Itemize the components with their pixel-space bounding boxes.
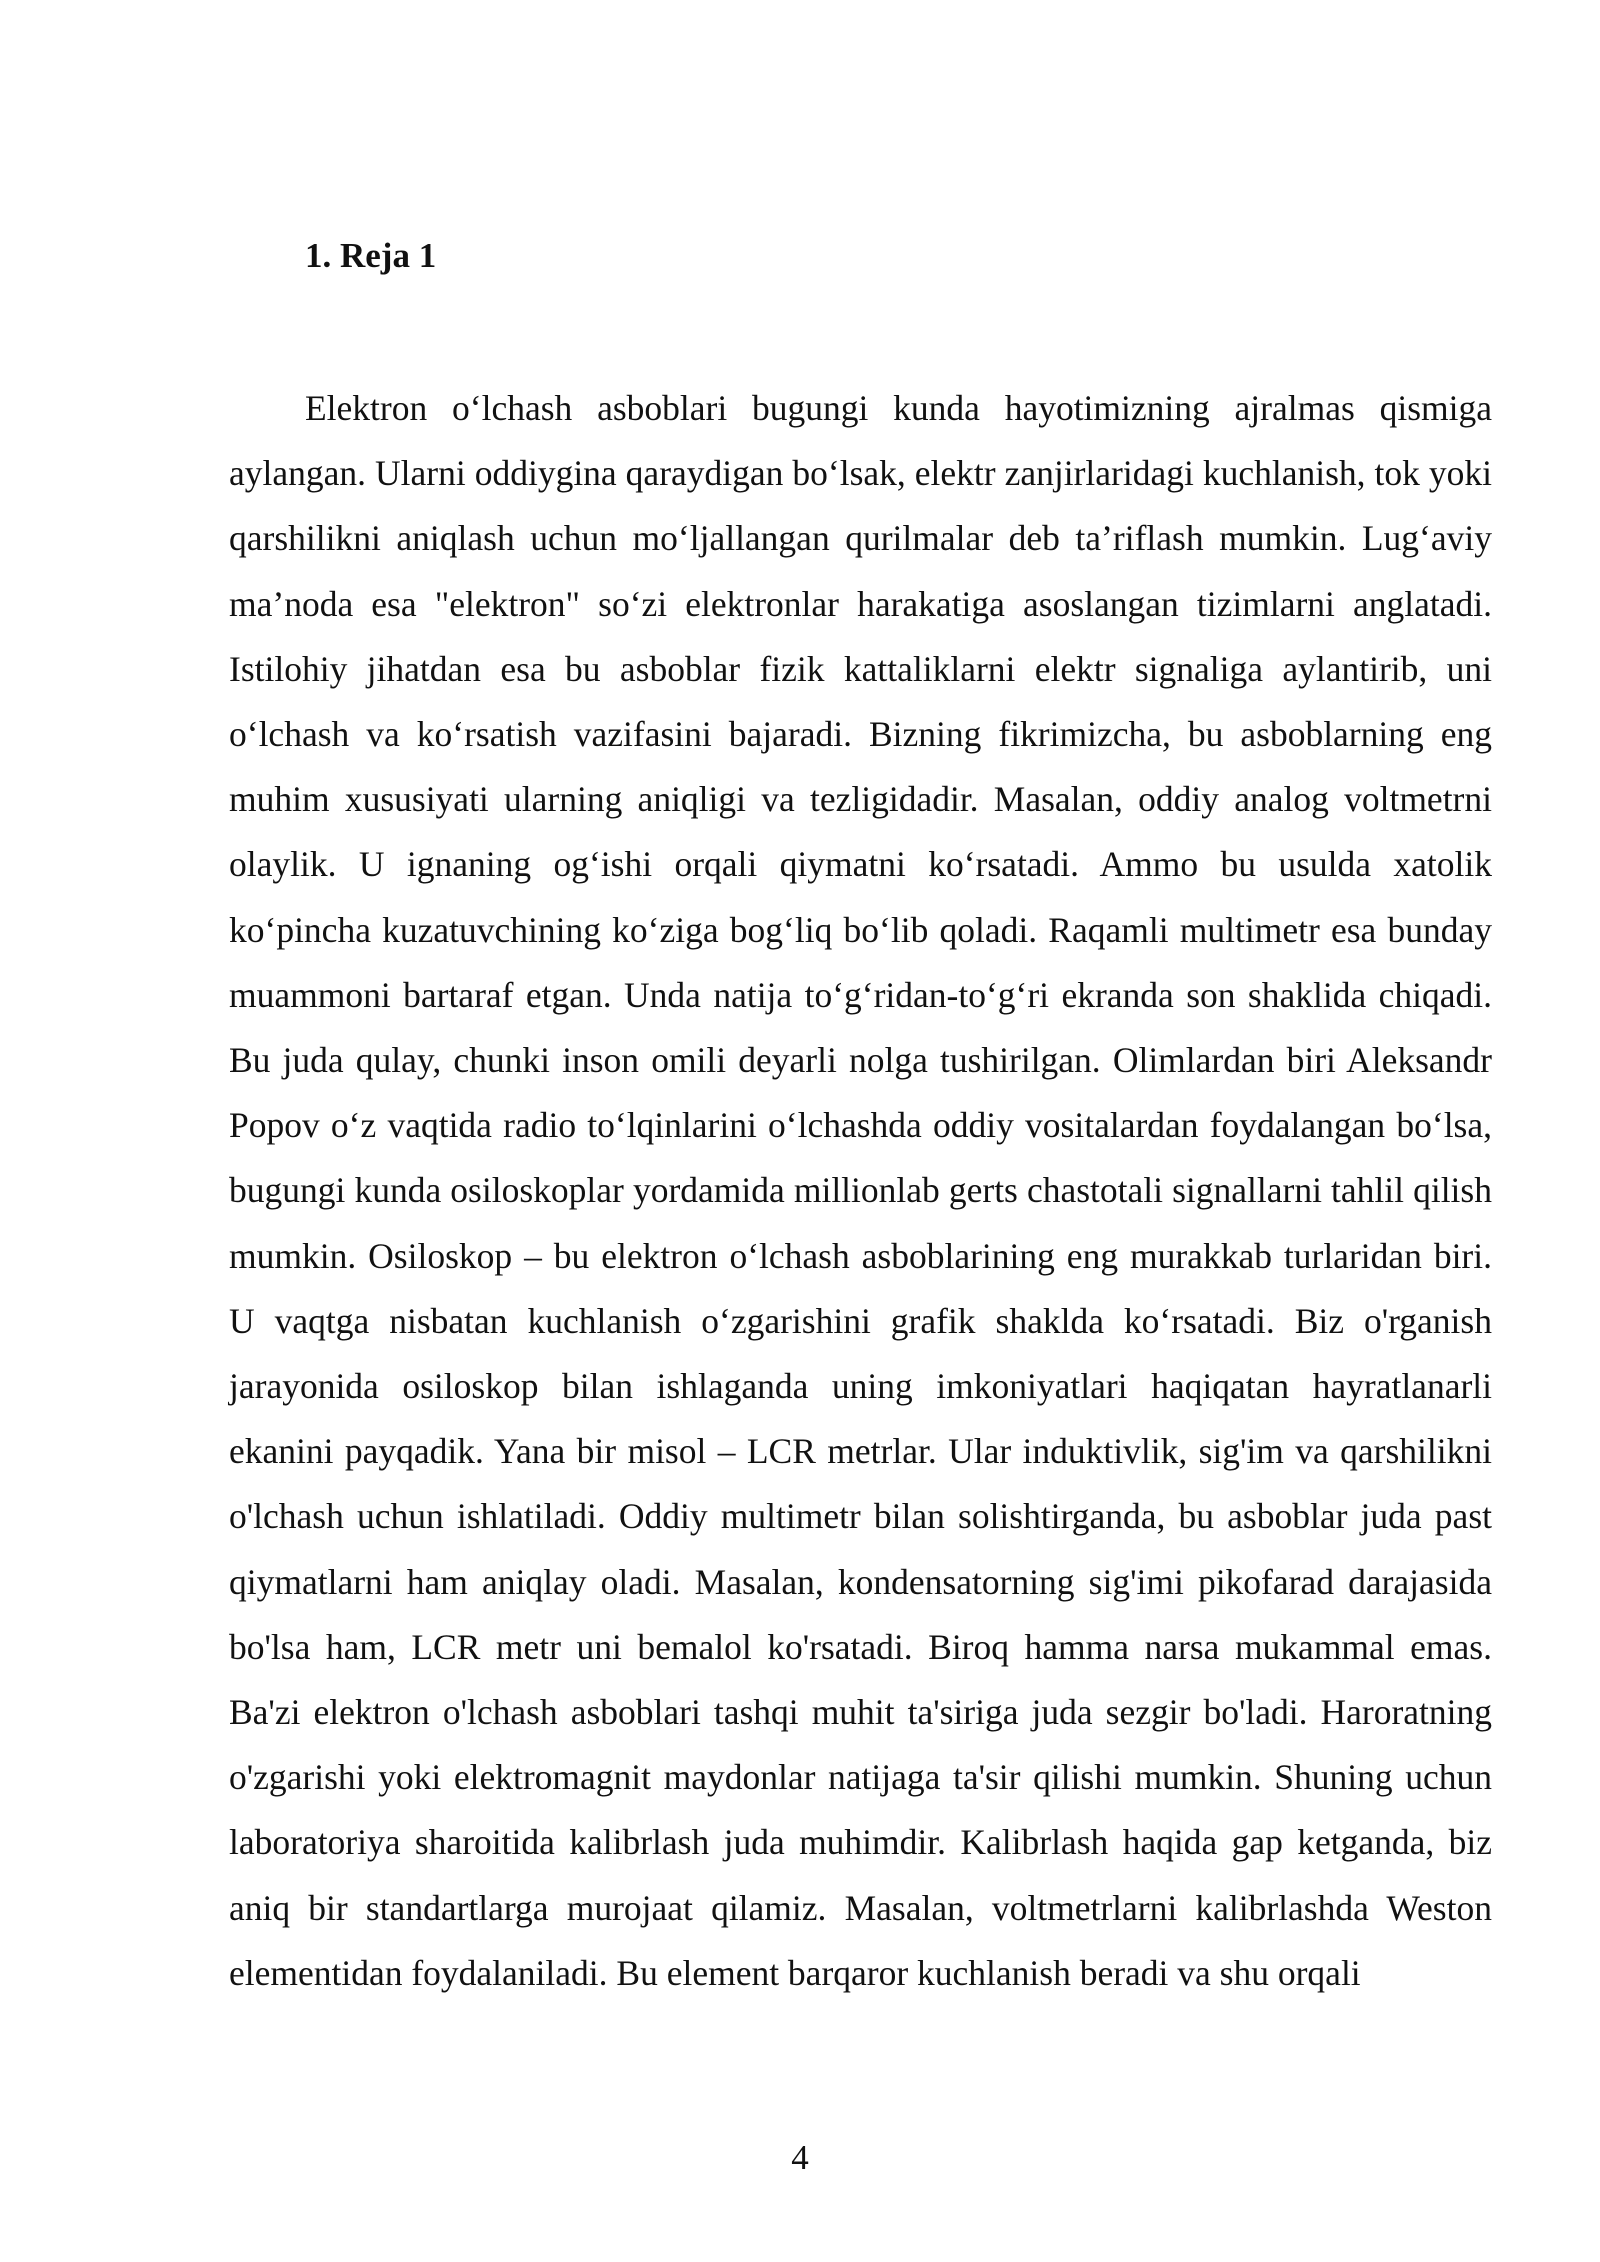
section-heading: 1. Reja 1 (305, 236, 437, 275)
page-number: 4 (791, 2138, 809, 2177)
body-paragraph: Elektron o‘lchash asboblari bugungi kunda hayotimizning ajralmas qismiga aylangan. Ularni oddiygina qaraydigan bo‘lsak, elektr zanjirlaridagi kuchlanish, tok yoki qarshilikni aniqlash uchun mo‘ljallangan qurilmalar deb ta’riflash mumkin. Lug‘aviy ma’noda esa "elektron" so‘zi elektronlar harakatiga asoslangan tizimlarni anglatadi. Istilohiy jihatdan esa bu asboblar fizik kattaliklarni elektr signaliga aylantirib, uni o‘lchash va ko‘rsatish vazifasini bajaradi. Bizning fikrimizcha, bu asboblarning eng muhim xususiyati ularning aniqligi va tezligidadir. Masalan, oddiy analog voltmetrni olaylik. U ignaning og‘ishi orqali qiymatni ko‘rsatadi. Ammo bu usulda xatolik ko‘pincha kuzatuvchining ko‘ziga bog‘liq bo‘lib qoladi. Raqamli multimetr esa bunday muammoni bartaraf etgan. Unda natija to‘g‘ridan-to‘g‘ri ekranda son shaklida chiqadi. Bu juda qulay, chunki inson omili deyarli nolga tushirilgan. Olimlardan biri Aleksandr Popov o‘z vaqtida radio to‘lqinlarini o‘lchashda oddiy vositalardan foydalangan bo‘lsa, bugungi kunda osiloskoplar yordamida millionlab gerts chastotali signallarni tahlil qilish mumkin. Osiloskop – bu elektron o‘lchash asboblarining eng murakkab turlaridan biri. U vaqtga nisbatan kuchlanish o‘zgarishini grafik shaklda ko‘rsatadi. Biz o'rganish jarayonida osiloskop bilan ishlaganda uning imkoniyatlari haqiqatan hayratlanarli ekanini payqadik. Yana bir misol – LCR metrlar. Ular induktivlik, sig'im va qarshilikni o'lchash uchun ishlatiladi. Oddiy multimetr bilan solishtirganda, bu asboblar juda past qiymatlarni ham aniqlay oladi. Masalan, kondensatorning sig'imi pikofarad darajasida bo'lsa ham, LCR metr uni bemalol ko'rsatadi. Biroq hamma narsa mukammal emas. Ba'zi elektron o'lchash asboblari tashqi muhit ta'siriga juda sezgir bo'ladi. Haroratning o'zgarishi yoki elektromagnit maydonlar natijaga ta'sir qilishi mumkin. Shuning uchun laboratoriya sharoitida kalibrlash juda muhimdir. Kalibrlash haqida gap ketganda, biz aniq bir standartlarga murojaat qilamiz. Masalan, voltmetrlarni kalibrlashda Weston elementidan foydalaniladi. Bu element barqaror kuchlanish beradi va shu orqali (229, 388, 1492, 1993)
